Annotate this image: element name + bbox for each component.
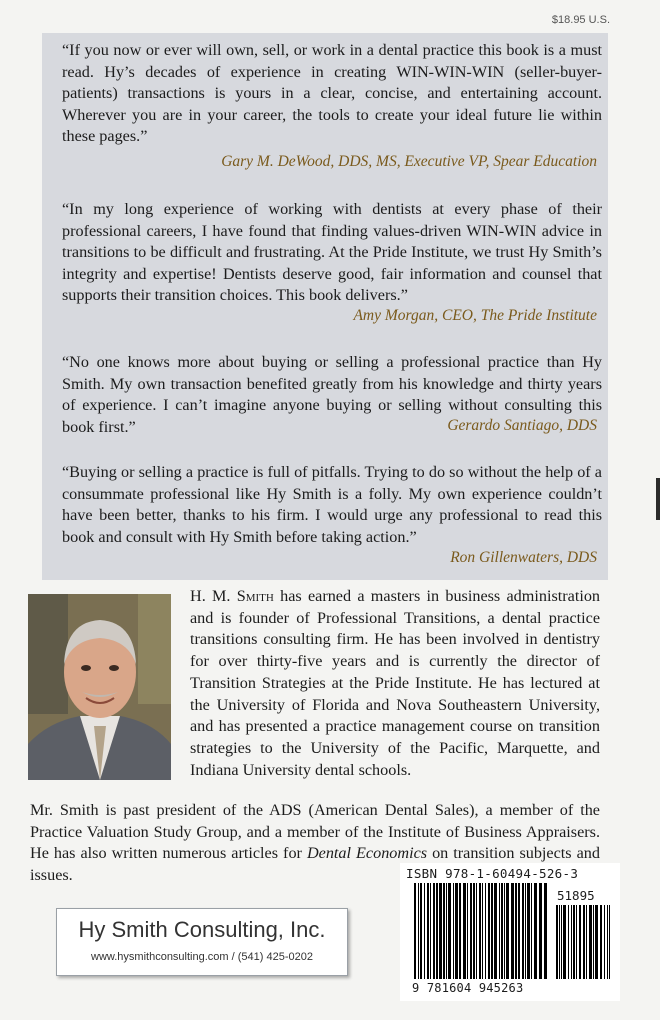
- barcode-bar: [482, 883, 483, 979]
- addon-bar: [571, 905, 572, 979]
- barcode-bar: [430, 883, 431, 979]
- company-logo-box: [56, 908, 348, 976]
- barcode-bar: [515, 883, 517, 979]
- barcode-bar: [491, 883, 493, 979]
- barcode-bar: [470, 883, 472, 979]
- barcode-bar: [436, 883, 438, 979]
- barcode-bar: [525, 883, 526, 979]
- company-contact: www.hysmithconsulting.com / (541) 425-0202: [91, 951, 313, 963]
- ean-digits: 9 781604 945263: [412, 981, 524, 995]
- barcode-bar: [527, 883, 530, 979]
- author-initials: H. M.: [190, 587, 231, 605]
- addon-bar: [559, 905, 560, 979]
- author-portrait-image: [28, 594, 171, 780]
- barcode-bar: [501, 883, 503, 979]
- addon-bar: [556, 905, 558, 979]
- barcode-bar: [522, 883, 524, 979]
- addon-bar: [607, 905, 608, 979]
- barcode-bar: [506, 883, 509, 979]
- barcode-bar: [518, 883, 520, 979]
- barcode-bar: [504, 883, 505, 979]
- price-label: $18.95 U.S.: [551, 14, 610, 26]
- barcode-bar: [448, 883, 451, 979]
- barcode-bar: [488, 883, 490, 979]
- barcode-bar: [459, 883, 461, 979]
- addon-bar: [579, 905, 581, 979]
- quote-4: “Buying or selling a practice is full of pitfalls. Trying to do so without the help of a consummate professional like Hy Smith is a folly. My own experience couldn’t have been better, thanks to his firm. I would urge any professional to read this book and consult with Hy Smith before taking action.”: [62, 463, 602, 546]
- author-bio: [190, 586, 600, 781]
- author-surname: Smith: [236, 587, 274, 605]
- barcode-bar: [539, 883, 542, 979]
- barcode-bar: [485, 883, 486, 979]
- barcode-bar: [499, 883, 500, 979]
- barcode-bar: [424, 883, 425, 979]
- barcode-bar: [453, 883, 454, 979]
- addon-bar: [573, 905, 575, 979]
- author-bio-text: has earned a masters in business administration and is founder of Professional Transitions, a dental practice transitions consulting firm. He has been involved in dentistry for over thirty-five years and is currently the director of Transition Strategies at the Pride Institute. He has lectured at the University of Florida and Nova Southeastern University, and has presented a practice management course on transition strategies to the University of the Pacific, Marquette, and Indiana University dental schools.: [190, 587, 601, 779]
- barcode-bar: [467, 883, 468, 979]
- addon-bar: [595, 905, 598, 979]
- barcode-bar: [479, 883, 481, 979]
- bio2-text-end: on transition subjects and issues.: [30, 844, 600, 885]
- addon-bar: [600, 905, 602, 979]
- quote-1: “If you now or ever will own, sell, or work in a dental practice this book is a must read. Hy’s decades of experience in creating WIN-WIN-WIN (seller-buyer-patients) transactions is yours in a clear, concise, and entertaining account. Wherever you are in your career, the tools to create your ideal future lie within these pages.”: [62, 41, 602, 145]
- barcode-bar: [427, 883, 429, 979]
- barcode-bar: [443, 883, 445, 979]
- addon-bar: [604, 905, 605, 979]
- isbn-label: ISBN 978-1-60494-526-3: [406, 866, 579, 881]
- quote-1-attribution: Gary M. DeWood, DDS, MS, Executive VP, Spear Education: [221, 153, 597, 170]
- bio2-text-start: Mr. Smith is past president of the ADS (American Dental Sales), a member of the Practice Valuation Study Group, and a member of the Institute of Business Appraisers. He has also written numerous articles for: [30, 801, 600, 863]
- addon-bar: [589, 905, 592, 979]
- barcode-bar: [511, 883, 514, 979]
- barcode-bar: [455, 883, 458, 979]
- addon-bar: [561, 905, 562, 979]
- quote-4-attribution: Ron Gillenwaters, DDS: [450, 549, 597, 566]
- publication-title: Dental Economics: [306, 844, 428, 863]
- quote-2: “In my long experience of working with dentists at every phase of their professional careers, I have found that finding values-driven WIN-WIN advice in transitions to be difficult and frustrating. At the Pride Institute, we trust Hy Smith’s integrity and expertise! Dentists deserve good, fair information and counsel that supports their transition choices. This book delivers.”: [62, 200, 602, 304]
- addon-bar: [576, 905, 577, 979]
- quote-3: “No one knows more about buying or selling a professional practice than Hy Smith. My own transaction benefited greatly from his knowledge and thirty years of experience. I can’t imagine anyone buying or selling without consulting this book first.”: [62, 353, 602, 436]
- edge-mark: [656, 478, 660, 520]
- barcode-block: [400, 863, 620, 1001]
- addon-bar: [593, 905, 594, 979]
- addon-bar: [583, 905, 585, 979]
- addon-bar: [568, 905, 569, 979]
- addon-bar: [563, 905, 566, 979]
- addon-bar: [586, 905, 587, 979]
- barcode-bar: [534, 883, 537, 979]
- barcode-bar: [418, 883, 419, 979]
- author-photo: [28, 594, 171, 780]
- price-addon-code: 51895: [557, 888, 595, 903]
- addon-bar: [609, 905, 610, 979]
- barcode-bar: [544, 883, 547, 979]
- quote-3-attribution: Gerardo Santiago, DDS: [447, 417, 597, 434]
- barcode-bar: [476, 883, 477, 979]
- quote-2-attribution: Amy Morgan, CEO, The Pride Institute: [353, 307, 597, 324]
- barcode-bar: [420, 883, 422, 979]
- barcode-bar: [531, 883, 532, 979]
- barcode-bar: [433, 883, 435, 979]
- barcode-bar: [473, 883, 475, 979]
- barcode-bar: [463, 883, 466, 979]
- barcode-bar: [494, 883, 497, 979]
- barcode-bar: [414, 883, 416, 979]
- barcode-bar: [446, 883, 447, 979]
- barcode-bar: [439, 883, 442, 979]
- company-name: Hy Smith Consulting, Inc.: [78, 917, 326, 942]
